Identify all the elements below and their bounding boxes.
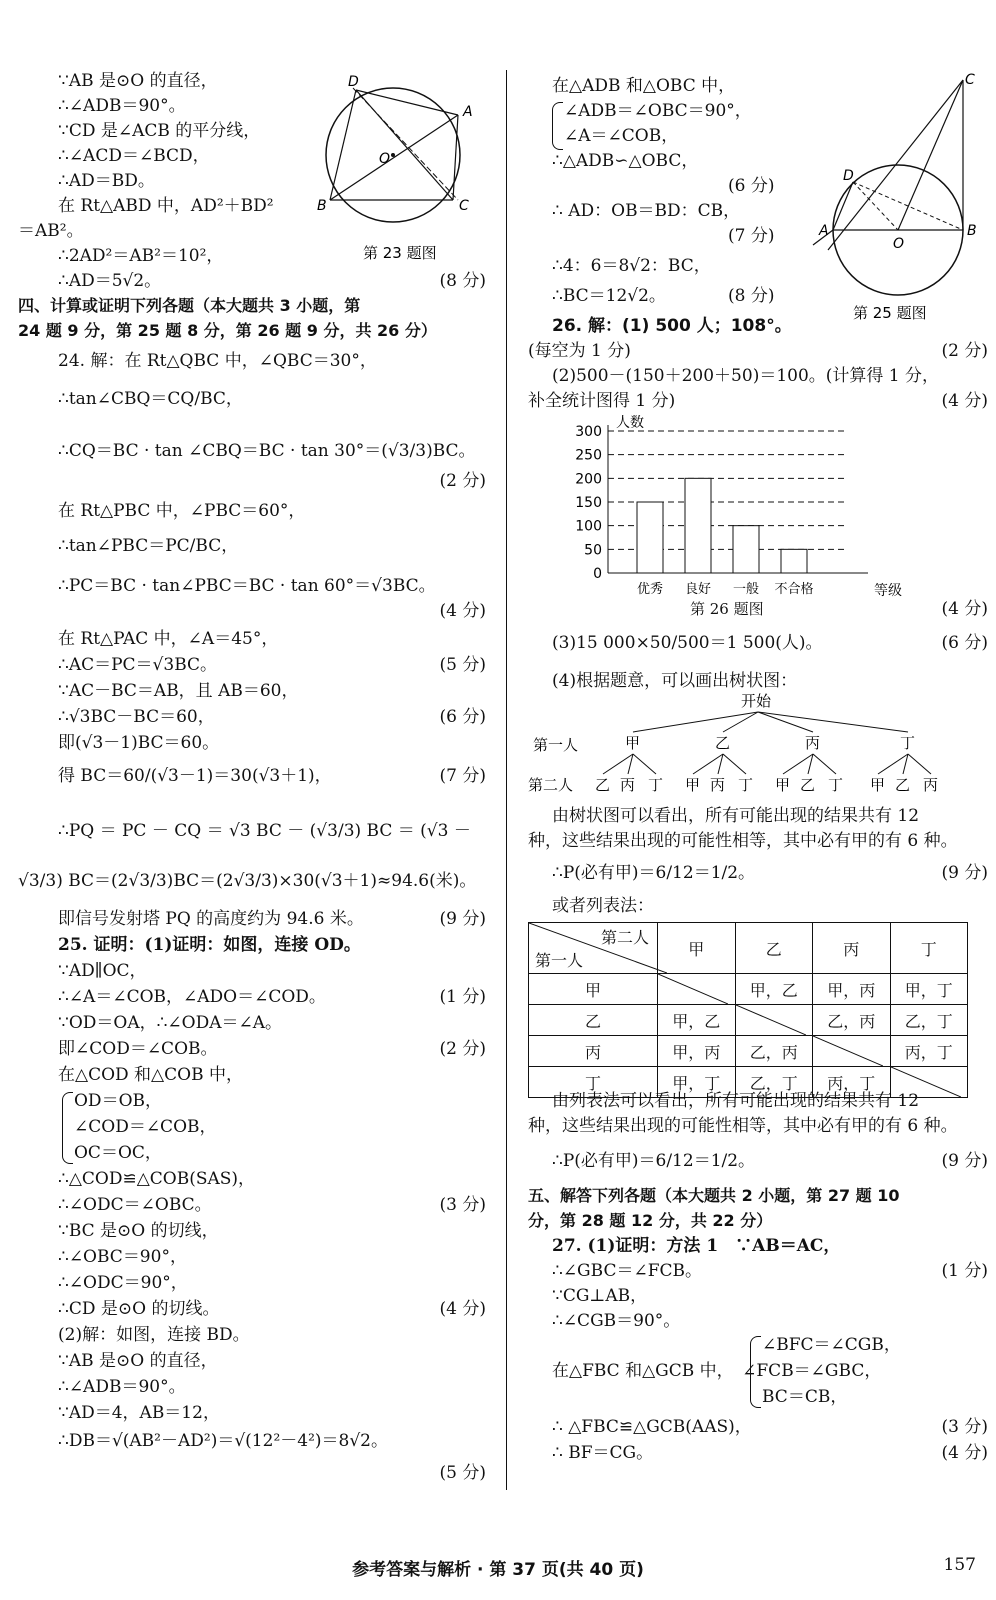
table-cell: 丙，丁: [813, 1067, 891, 1098]
tree-node: 乙: [715, 734, 731, 752]
score: (4 分): [941, 391, 988, 411]
score: (4 分): [439, 1299, 486, 1319]
tree-diagram: [528, 690, 988, 800]
tree-node: 丙: [805, 734, 821, 752]
col-header: 丁: [890, 923, 968, 974]
score: (2 分): [439, 471, 486, 491]
label-d: D: [843, 168, 854, 184]
brace: [552, 102, 563, 150]
tree-leaf: 甲: [870, 776, 886, 794]
y-tick-label: 50: [584, 542, 602, 559]
text-line: (3)15 000×50/500＝1 500(人)。: [552, 633, 823, 653]
label-a: A: [819, 223, 829, 239]
text-line: ∵CD 是∠ACB 的平分线，: [58, 121, 261, 141]
tree-leaf: 丙: [710, 776, 726, 794]
text-line: 在△FBC 和△GCB 中， ∠FCB＝∠GBC，: [552, 1361, 882, 1381]
text-line: 由树状图可以看出，所有可能出现的结果共有 12: [552, 806, 920, 826]
text-line: ∴△COD≌△COB(SAS)，: [58, 1169, 256, 1189]
text-line: ∴∠OBC＝90°，: [58, 1247, 187, 1267]
text-line: (2)解：如图，连接 BD。: [58, 1325, 250, 1345]
table-cell: [813, 1036, 891, 1067]
text-line: ＝AB²。: [18, 221, 84, 241]
text-line: ∵OD＝OA，∴∠ODA＝∠A。: [58, 1013, 283, 1033]
row-header: 甲: [529, 974, 658, 1005]
text-line: ∠ADB＝∠OBC＝90°，: [564, 101, 752, 121]
row-header: 丙: [529, 1036, 658, 1067]
text-line: ∴∠CGB＝90°。: [552, 1311, 681, 1331]
score: (8 分): [728, 286, 775, 306]
text-line: ∴P(必有甲)＝6/12＝1/2。: [552, 863, 756, 883]
score: (9 分): [439, 909, 486, 929]
section-heading: 四、计算或证明下列各题（本大题共 3 小题，第: [18, 296, 361, 315]
tree-node: 丁: [900, 734, 916, 752]
tree-leaf: 丁: [738, 776, 754, 794]
bar: [733, 526, 759, 573]
label-c: C: [459, 198, 469, 214]
text-line: ∵AD∥OC，: [58, 961, 147, 981]
table-cell: [735, 1005, 813, 1036]
tree-leaf: 丁: [828, 776, 844, 794]
text-line: 种，这些结果出现的可能性相等，其中必有甲的有 6 种。: [528, 831, 958, 851]
tree-root: 开始: [741, 692, 772, 710]
text-line: ∴P(必有甲)＝6/12＝1/2。: [552, 1151, 756, 1171]
figure-25: [803, 70, 988, 325]
text-line: ∴ AD：OB＝BD：CB，: [552, 201, 741, 221]
text-line: BC＝CB，: [762, 1387, 848, 1407]
fig23-caption: 第 23 题图: [363, 244, 437, 262]
text-line: 或者列表法：: [552, 896, 654, 916]
text-line: 在 Rt△PBC 中，∠PBC＝60°，: [58, 501, 306, 521]
text-line: ∵BC 是⊙O 的切线，: [58, 1221, 219, 1241]
text-line: ∠BFC＝∠CGB，: [762, 1335, 901, 1355]
text-line: ∵AC－BC＝AB，且 AB＝60，: [58, 681, 299, 701]
text-line: OD＝OB，: [74, 1091, 162, 1111]
text-line: ∴DB＝√(AB²－AD²)＝√(12²－4²)＝8√2。: [58, 1431, 388, 1451]
score: (7 分): [728, 226, 775, 246]
text-line: 在△COD 和△COB 中，: [58, 1065, 243, 1085]
table-cell: 乙，丁: [890, 1005, 968, 1036]
text-line: ∵AB 是⊙O 的直径，: [58, 1351, 218, 1371]
text-line: ∴tan∠CBQ＝CQ/BC，: [58, 389, 243, 409]
text-line: 补全统计图得 1 分): [528, 391, 676, 411]
score: (4 分): [941, 1443, 988, 1463]
page-footer: 参考答案与解析 · 第 37 页(共 40 页): [352, 1560, 644, 1580]
tree-leaf: 乙: [595, 776, 611, 794]
text-line: (每空为 1 分): [528, 341, 631, 361]
table-cell: 乙，丙: [735, 1036, 813, 1067]
row-header: 乙: [529, 1005, 658, 1036]
table-cell: 甲，丁: [890, 974, 968, 1005]
score: (9 分): [941, 1151, 988, 1171]
probability-table: [528, 922, 968, 1098]
row-header: 丁: [529, 1067, 658, 1098]
score: (1 分): [439, 987, 486, 1007]
text-line: ∴AD＝5√2。: [58, 271, 162, 291]
table-cell: [658, 974, 736, 1005]
y-tick-label: 300: [575, 424, 602, 440]
text-line: ∴∠ODC＝∠OBC。: [58, 1195, 212, 1215]
level1-label: 第一人: [533, 736, 579, 754]
text-line: 24. 解：在 Rt△QBC 中，∠QBC＝30°，: [58, 351, 377, 371]
text-line: ∴BC＝12√2。: [552, 286, 666, 306]
tree-node: 甲: [625, 734, 641, 752]
text-line: 由列表法可以看出，所有可能出现的结果共有 12: [552, 1091, 920, 1111]
text-line: 即(√3－1)BC＝60。: [58, 733, 220, 753]
tree-leaf: 甲: [685, 776, 701, 794]
text-line: 种，这些结果出现的可能性相等，其中必有甲的有 6 种。: [528, 1116, 958, 1136]
page-number: 157: [943, 1555, 976, 1575]
text-line: 26. 解：(1) 500 人；108°。: [552, 316, 792, 336]
tree-leaf: 丁: [648, 776, 664, 794]
y-tick-label: 0: [593, 566, 602, 582]
score: (4 分): [941, 599, 988, 619]
figure-23: [313, 70, 488, 265]
text-line: ∴∠ADB＝90°。: [58, 1377, 186, 1397]
text-line: (2)500－(150＋200＋50)＝100。(计算得 1 分，: [552, 366, 940, 386]
score: (3 分): [941, 1417, 988, 1437]
text-line: ∴∠A＝∠COB，∠ADO＝∠COD。: [58, 987, 326, 1007]
column-divider: [506, 70, 507, 1490]
text-line: ∴tan∠PBC＝PC/BC，: [58, 536, 239, 556]
fig25-caption: 第 25 题图: [853, 304, 927, 322]
label-a: A: [463, 104, 473, 120]
text-line: OC＝OC，: [74, 1143, 162, 1163]
text-line: ∴ △FBC≌△GCB(AAS)，: [552, 1417, 752, 1437]
x-tick-label: 不合格: [774, 582, 814, 597]
score: (1 分): [941, 1261, 988, 1281]
level2-label: 第二人: [528, 776, 574, 794]
text-line: ∵AB 是⊙O 的直径，: [58, 71, 218, 91]
y-tick-label: 100: [575, 518, 602, 535]
text-line: 25. 证明：(1)证明：如图，连接 OD。: [58, 935, 361, 955]
label-d: D: [348, 74, 359, 90]
col-header: 甲: [658, 923, 736, 974]
table-cell: 甲，丙: [658, 1036, 736, 1067]
bar-chart-26: [568, 415, 928, 615]
table-corner: 第二人 第一人: [529, 923, 658, 974]
text-line: 在△ADB 和△OBC 中，: [552, 76, 736, 96]
col-header: 丙: [813, 923, 891, 974]
label-b: B: [967, 223, 977, 239]
x-axis-label: 等级: [874, 583, 902, 599]
score: (4 分): [439, 601, 486, 621]
table-cell: 甲，丁: [658, 1067, 736, 1098]
score: (7 分): [439, 766, 486, 786]
text-line: 得 BC＝60/(√3－1)＝30(√3＋1)，: [58, 766, 332, 786]
text-line: ∴∠ADB＝90°。: [58, 96, 186, 116]
text-line: ∴√3BC－BC＝60，: [58, 707, 215, 727]
text-line: ∴2AD²＝AB²＝10²，: [58, 246, 224, 266]
tree-leaf: 乙: [895, 776, 911, 794]
text-line: ∴CD 是⊙O 的切线。: [58, 1299, 220, 1319]
text-line: ∴△ADB∽△OBC，: [552, 151, 699, 171]
text-line: 即信号发射塔 PQ 的高度约为 94.6 米。: [58, 909, 364, 929]
text-line: ∴ BF＝CG。: [552, 1443, 654, 1463]
section-heading: 五、解答下列各题（本大题共 2 小题，第 27 题 10: [528, 1186, 900, 1205]
score: (9 分): [941, 863, 988, 883]
table-cell: 甲，乙: [735, 974, 813, 1005]
text-line: 在 Rt△PAC 中，∠A＝45°，: [58, 629, 279, 649]
tree-leaf: 甲: [775, 776, 791, 794]
bar: [685, 478, 711, 573]
table-cell: 乙，丙: [813, 1005, 891, 1036]
tree-leaf: 乙: [800, 776, 816, 794]
tree-leaf: 丙: [923, 776, 939, 794]
score: (6 分): [941, 633, 988, 653]
y-tick-label: 200: [575, 471, 602, 488]
score: (5 分): [439, 655, 486, 675]
label-c: C: [965, 72, 975, 88]
tree-leaf: 丙: [620, 776, 636, 794]
y-axis-label: 人数: [616, 415, 644, 431]
text-line: ∴∠ACD＝∠BCD，: [58, 146, 210, 166]
x-tick-label: 优秀: [636, 582, 664, 597]
section-heading: 24 题 9 分，第 25 题 8 分，第 26 题 9 分，共 26 分）: [18, 321, 437, 340]
text-line: ∴AC＝PC＝√3BC。: [58, 655, 218, 675]
x-tick-label: 一般: [732, 582, 760, 597]
score: (2 分): [941, 341, 988, 361]
text-line: ∴PC＝BC · tan∠PBC＝BC · tan 60°＝√3BC。: [58, 576, 436, 596]
text-line: ∵AD＝4，AB＝12，: [58, 1403, 220, 1423]
label-b: B: [317, 198, 327, 214]
text-line: ∠A＝∠COB，: [564, 126, 679, 146]
fig26-caption: 第 26 题图: [690, 600, 764, 618]
text-line: 27. (1)证明：方法 1 ∵AB＝AC，: [552, 1236, 841, 1256]
text-line: (4)根据题意，可以画出树状图：: [552, 671, 798, 691]
bar: [781, 549, 807, 573]
brace: [62, 1092, 73, 1164]
table-cell: 甲，乙: [658, 1005, 736, 1036]
score: (6 分): [439, 707, 486, 727]
table-cell: 乙，丁: [735, 1067, 813, 1098]
score: (2 分): [439, 1039, 486, 1059]
y-tick-label: 150: [575, 495, 602, 511]
text-line: ∴PQ ＝ PC － CQ ＝ √3 BC － (√3/3) BC ＝ (√3 －: [58, 821, 471, 841]
y-tick-label: 250: [575, 447, 602, 464]
x-tick-label: 良好: [684, 582, 712, 597]
bar: [637, 502, 663, 573]
score: (6 分): [728, 176, 775, 196]
section-heading: 分，第 28 题 12 分，共 22 分）: [528, 1211, 773, 1230]
table-cell: 甲，丙: [813, 974, 891, 1005]
text-line: ∴4：6＝8√2：BC，: [552, 256, 711, 276]
score: (3 分): [439, 1195, 486, 1215]
text-line: 即∠COD＝∠COB。: [58, 1039, 218, 1059]
table-cell: 丙，丁: [890, 1036, 968, 1067]
text-line: 在 Rt△ABD 中，AD²＋BD²: [58, 196, 274, 216]
label-o: O: [893, 236, 905, 252]
text-line: ∴∠ODC＝90°，: [58, 1273, 188, 1293]
text-line: ∴AD＝BD。: [58, 171, 155, 191]
text-line: ∴∠GBC＝∠FCB。: [552, 1261, 702, 1281]
col-header: 乙: [735, 923, 813, 974]
text-line: ∴CQ＝BC · tan ∠CBQ＝BC · tan 30°＝(√3/3)BC。: [58, 441, 476, 461]
text-line: ∠COD＝∠COB，: [74, 1117, 217, 1137]
score: (5 分): [439, 1463, 486, 1483]
text-line: ∵CG⊥AB，: [552, 1286, 648, 1306]
text-line: √3/3) BC＝(2√3/3)BC＝(2√3/3)×30(√3＋1)≈94.6(米)。: [18, 871, 477, 891]
label-o: O: [379, 151, 391, 167]
score: (8 分): [439, 271, 486, 291]
